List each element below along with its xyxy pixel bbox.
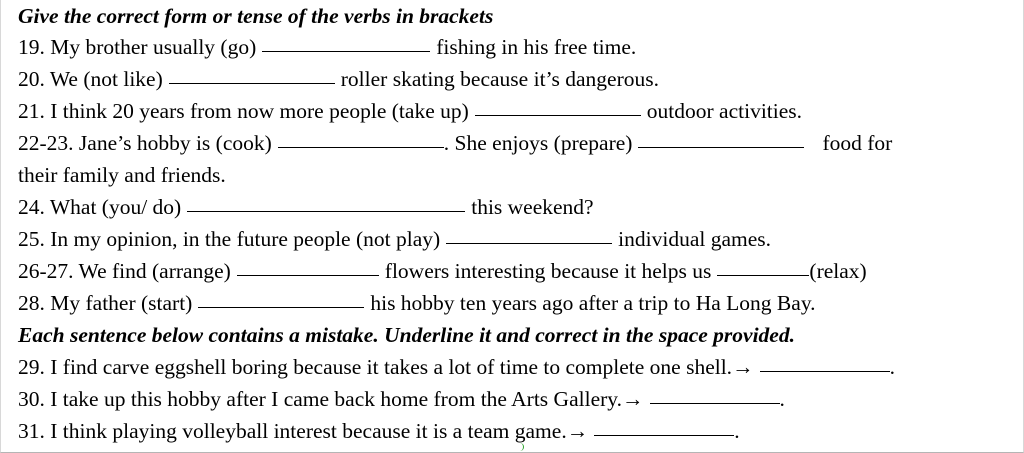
question-21: [18, 95, 802, 127]
question-26-answer-blank[interactable]: [237, 274, 379, 276]
question-22-23-continuation: their family and friends.: [18, 163, 226, 187]
question-21-rest: outdoor activities.: [646, 99, 803, 123]
question-30-answer-blank[interactable]: [650, 402, 780, 404]
question-20-answer-blank[interactable]: [169, 82, 335, 84]
question-25-answer-blank[interactable]: [446, 242, 612, 244]
question-19: [18, 31, 636, 63]
question-24-answer-blank[interactable]: [187, 210, 465, 212]
question-30: [18, 383, 785, 415]
question-31-sentence: 31. I think playing volleyball interest because it is a team game.: [18, 419, 567, 443]
question-23-rest: food for: [822, 131, 893, 155]
question-20-prompt: 20. We (not like): [18, 67, 163, 91]
question-25-rest: individual games.: [618, 227, 772, 251]
question-20: [18, 63, 659, 95]
question-27-rest: (relax): [809, 259, 867, 283]
question-29-period: .: [889, 355, 895, 379]
question-22-prompt: 22-23. Jane’s hobby is (cook): [18, 131, 272, 155]
question-23-answer-blank[interactable]: [638, 146, 804, 148]
section-heading-mistakes: Each sentence below contains a mistake. Underline it and correct in the space provided.: [18, 323, 795, 347]
question-21-answer-blank[interactable]: [475, 114, 641, 116]
question-29-arrow: →: [732, 355, 754, 379]
question-31: [18, 415, 740, 447]
question-31-answer-blank[interactable]: [594, 434, 734, 436]
question-24-rest: this weekend?: [471, 195, 594, 219]
question-30-arrow: →: [622, 387, 644, 411]
question-20-rest: roller skating because it’s dangerous.: [340, 67, 659, 91]
question-24: [18, 191, 594, 223]
question-25-prompt: 25. In my opinion, in the future people (not play): [18, 227, 441, 251]
question-24-prompt: 24. What (you/ do): [18, 195, 182, 219]
question-28: [18, 287, 816, 319]
question-31-arrow: →: [566, 419, 589, 443]
question-19-answer-blank[interactable]: [262, 50, 430, 52]
question-22-23: [18, 127, 892, 159]
question-28-answer-blank[interactable]: [198, 306, 364, 308]
question-30-sentence: 30. I take up this hobby after I came back home from the Arts Gallery.: [18, 387, 622, 411]
pen-stroke-mark: [520, 443, 524, 451]
question-28-rest: his hobby ten years ago after a trip to Ha Long Bay.: [370, 291, 816, 315]
question-29-sentence: 29. I find carve eggshell boring because it takes a lot of time to complete one shell.: [18, 355, 733, 379]
question-28-prompt: 28. My father (start): [18, 291, 193, 315]
question-22-answer-blank[interactable]: [278, 146, 444, 148]
question-25: [18, 223, 771, 255]
question-29-answer-blank[interactable]: [760, 370, 890, 372]
question-21-prompt: 21. I think 20 years from now more people (take up): [18, 99, 469, 123]
question-29: [18, 351, 895, 383]
section-heading-verb-forms: Give the correct form or tense of the verbs in brackets: [18, 4, 494, 28]
question-26-prompt: 26-27. We find (arrange): [18, 259, 231, 283]
question-23-prompt: . She enjoys (prepare): [443, 131, 633, 155]
question-30-period: .: [779, 387, 785, 411]
question-27-answer-blank[interactable]: [717, 274, 809, 276]
question-19-prompt: 19. My brother usually (go): [18, 35, 257, 59]
question-26-27: [18, 255, 867, 287]
question-27-prompt: flowers interesting because it helps us: [384, 259, 712, 283]
question-31-period: .: [734, 419, 740, 443]
question-19-rest: fishing in his free time.: [436, 35, 637, 59]
